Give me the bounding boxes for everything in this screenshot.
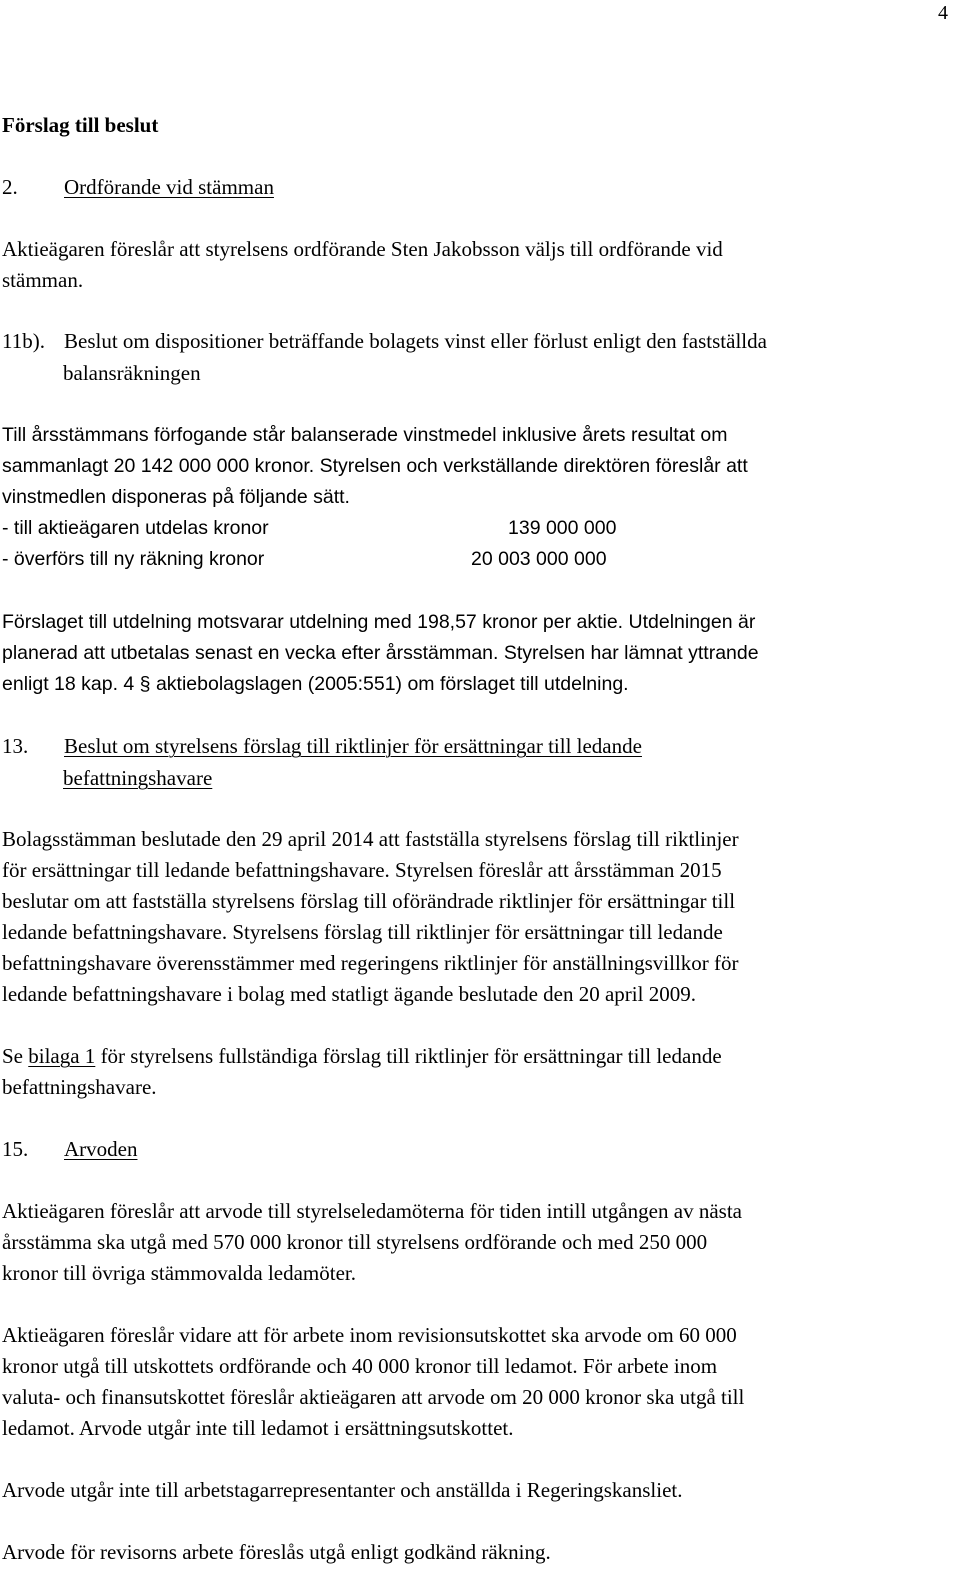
section-11b-para2-line3: enligt 18 kap. 4 § aktiebolagslagen (2005:551) om förslaget till utdelning.	[2, 673, 629, 695]
carryforward-row-value: 20 003 000 000	[471, 548, 607, 570]
section-11b-para-line3: vinstmedlen disponeras på följande sätt.	[2, 486, 350, 508]
see-prefix: Se	[2, 1044, 29, 1068]
section-13-see-line2: befattningshavare.	[2, 1075, 157, 1099]
section-15-para2-line: valuta- och finansutskottet föreslår aktieägaren att arvode om 20 000 kronor ska utgå till	[2, 1385, 745, 1409]
section-15-para2-line: kronor utgå till utskottets ordförande och 40 000 kronor till ledamot. För arbete inom	[2, 1354, 718, 1378]
carryforward-row-label: - överförs till ny räkning kronor	[2, 548, 265, 570]
section-15-para2-line: Aktieägaren föreslår vidare att för arbete inom revisionsutskottet ska arvode om 60 000	[2, 1323, 737, 1347]
section-11b-title	[2, 326, 767, 357]
section-13-para-line: ledande befattningshavare i bolag med statligt ägande beslutade den 20 april 2009.	[2, 982, 696, 1006]
section-2-number: 2.	[2, 175, 18, 199]
section-11b-title-line2: balansräkningen	[63, 361, 201, 385]
appendix-1-link[interactable]: bilaga 1	[28, 1044, 96, 1068]
section-13-title-line1: Beslut om styrelsens förslag till riktlinjer för ersättningar till ledande	[64, 734, 642, 758]
section-13-para-line: Bolagsstämman beslutade den 29 april 2014 att fastställa styrelsens förslag till riktlinjer	[2, 827, 739, 851]
section-15-number: 15.	[2, 1137, 29, 1161]
section-15-title	[2, 1134, 137, 1165]
section-15-para1-line: årsstämma ska utgå med 570 000 kronor till styrelsens ordförande och med 250 000	[2, 1230, 708, 1254]
distribution-row-value: 139 000 000	[508, 517, 617, 539]
section-2-text-line	[2, 234, 942, 265]
section-2-title-text: Ordförande vid stämman	[64, 175, 274, 199]
section-13-number: 13.	[2, 734, 29, 758]
section-15-para3: Arvode utgår inte till arbetstagarrepresentanter och anställda i Regeringskansliet.	[2, 1478, 683, 1502]
section-2-text-line2: stämman.	[2, 268, 84, 292]
section-13-para-line: beslutar om att fastställa styrelsens förslag till oförändrade riktlinjer för ersättningar till	[2, 889, 736, 913]
page-heading: Förslag till beslut	[2, 113, 159, 137]
section-15-title-text: Arvoden	[64, 1137, 138, 1161]
section-11b-para2-line1: Förslaget till utdelning motsvarar utdelning med 198,57 kronor per aktie. Utdelningen är	[2, 611, 756, 633]
page-number: 4	[938, 2, 948, 24]
section-15-para1-line: kronor till övriga stämmovalda ledamöter.	[2, 1261, 356, 1285]
section-13-title	[2, 731, 642, 762]
section-13-see-line	[2, 1041, 722, 1072]
section-11b-para2-line2: planerad att utbetalas senast en vecka efter årsstämman. Styrelsen har lämnat yttrande	[2, 642, 759, 664]
section-11b-para-line2: sammanlagt 20 142 000 000 kronor. Styrelsen och verkställande direktören föreslår att	[2, 455, 748, 477]
section-13-para-line: för ersättningar till ledande befattningshavare. Styrelsen föreslår att årsstämman 2015	[2, 858, 722, 882]
section-13-para-line: ledande befattningshavare. Styrelsens förslag till riktlinjer för ersättningar till ledande	[2, 920, 723, 944]
section-13-para-line: befattningshavare överensstämmer med regeringens riktlinjer för anställningsvillkor för	[2, 951, 739, 975]
section-15-para1-line: Aktieägaren föreslår att arvode till styrelseledamöterna för tiden intill utgången av nästa	[2, 1199, 742, 1223]
section-2-title	[2, 172, 274, 203]
section-13-title-line2: befattningshavare	[63, 766, 213, 790]
section-11b-title-line1: Beslut om dispositioner beträffande bolagets vinst eller förlust enligt den fastställda	[64, 329, 767, 353]
section-2-text: Aktieägaren föreslår att styrelsens ordförande Sten Jakobsson väljs till ordförande vid	[2, 237, 723, 261]
section-15-para4: Arvode för revisorns arbete föreslås utgå enligt godkänd räkning.	[2, 1540, 551, 1564]
section-11b-para-line1: Till årsstämmans förfogande står balanserade vinstmedel inklusive årets resultat om	[2, 424, 728, 446]
section-15-para2-line: ledamot. Arvode utgår inte till ledamot i ersättningsutskottet.	[2, 1416, 514, 1440]
distribution-row-label: - till aktieägaren utdelas kronor	[2, 517, 269, 539]
section-11b-number: 11b).	[2, 329, 45, 353]
see-suffix: för styrelsens fullständiga förslag till riktlinjer för ersättningar till ledande	[95, 1044, 722, 1068]
section-2-paragraph	[2, 234, 942, 296]
